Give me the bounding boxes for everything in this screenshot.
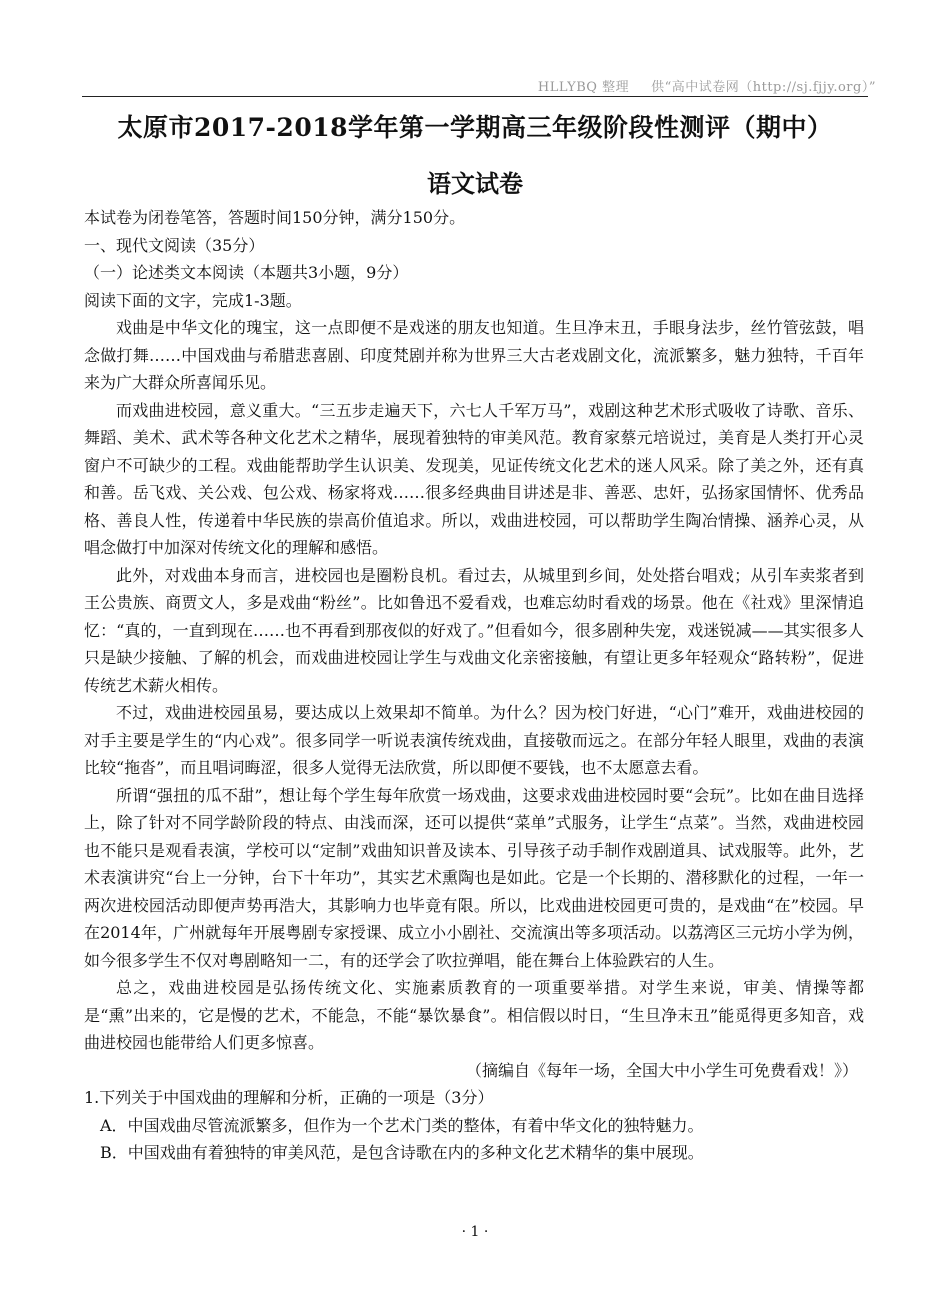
question-1-stem: 1.下列关于中国戏曲的理解和分析，正确的一项是（3分） [84, 1088, 494, 1107]
subsection-heading: （一）论述类文本阅读（本题共3小题，9分） [84, 263, 409, 282]
passage-paragraph-2: 而戏曲进校园，意义重大。“三五步走遍天下，六七人千军万马”，戏剧这种艺术形式吸收了诗歌、音乐、舞蹈、美术、武术等各种文化艺术之精华，展现着独特的审美风范。教育家蔡元培说过，美育是人类打开心灵窗户不可缺少的工程。戏曲能帮助学生认识美、发现美，见证传统文化艺术的迷人风采。除了美之外，还有真和善。岳飞戏、关公戏、包公戏、杨家将戏……很多经典曲目讲述是非、善恶、忠奸，弘扬家国情怀、优秀品格、善良人性，传递着中华民族的崇高价值追求。所以，戏曲进校园，可以帮助学生陶冶情操、涵养心灵，从唱念做打中加深对传统文化的理解和感悟。 [84, 400, 864, 557]
passage-paragraph-1: 戏曲是中华文化的瑰宝，这一点即便不是戏迷的朋友也知道。生旦净末丑，手眼身法步，丝竹管弦鼓，唱念做打舞……中国戏曲与希腊悲喜剧、印度梵剧并称为世界三大古老戏剧文化，流派繁多，魅力独特，千百年来为广大群众所喜闻乐见。 [84, 318, 864, 392]
passage-paragraph-6: 总之，戏曲进校园是弘扬传统文化、实施素质教育的一项重要举措。对学生来说，审美、情操等都是“熏”出来的，它是慢的艺术，不能急，不能“暴饮暴食”。相信假以时日，“生旦净末丑”能觅得更多知音，戏曲进校园也能带给人们更多惊喜。 [84, 978, 864, 1052]
passage-paragraph-3: 此外，对戏曲本身而言，进校园也是圈粉良机。看过去，从城里到乡间，处处搭台唱戏；从引车卖浆者到王公贵族、商贾文人，多是戏曲“粉丝”。比如鲁迅不爱看戏，也难忘幼时看戏的场景。他在《社戏》里深情追忆：“真的，一直到现在……也不再看到那夜似的好戏了。”但看如今，很多剧种失宠，戏迷锐减——其实很多人只是缺少接触、了解的机会，而戏曲进校园让学生与戏曲文化亲密接触，有望让更多年轻观众“路转粉”，促进传统艺术薪火相传。 [84, 565, 864, 695]
page-number: · 1 · [461, 1224, 489, 1240]
exam-title: 太原市2017-2018学年第一学期高三年级阶段性测评（期中） [117, 113, 833, 142]
section-heading: 一、现代文阅读（35分） [84, 235, 265, 255]
exam-note: 本试卷为闭卷笔答，答题时间150分钟，满分150分。 [84, 208, 466, 227]
passage-paragraph-4: 不过，戏曲进校园虽易，要达成以上效果却不简单。为什么？因为校门好进，“心门”难开，戏曲进校园的对手主要是学生的“内心戏”。很多同学一听说表演传统戏曲，直接敬而远之。在部分年轻人眼里，戏曲的表演比较“拖沓”，而且唱词晦涩，很多人觉得无法欣赏，所以即便不要钱，也不太愿意去看。 [84, 703, 864, 777]
watermark-right: 供“高中试卷网（http://sj.fjjy.org）” [651, 80, 876, 95]
watermark-left: HLLYBQ 整理 [537, 80, 630, 95]
passage-paragraph-5: 所谓“强扭的瓜不甜”，想让每个学生每年欣赏一场戏曲，这要求戏曲进校园时要“会玩”。比如在曲目选择上，除了针对不同学龄阶段的特点、由浅而深，还可以提供“菜单”式服务，让学生“点菜”。当然，戏曲进校园也不能只是观看表演，学校可以“定制”戏曲知识普及读本、引导孩子动手制作戏剧道具、试戏服等。此外，艺术表演讲究“台上一分钟，台下十年功”，其实艺术熏陶也是如此。它是一个长期的、潜移默化的过程，一年一两次进校园活动即便声势再浩大，其影响力也毕竟有限。所以，比戏曲进校园更可贵的，是戏曲“在”校园。早在2014年，广州就每年开展粤剧专家授课、成立小小剧社、交流演出等多项活动。以荔湾区三元坊小学为例，如今很多学生不仅对粤剧略知一二，有的还学会了吹拉弹唱，能在舞台上体验跌宕的人生。 [84, 785, 864, 970]
exam-subtitle: 语文试卷 [427, 169, 523, 198]
question-1-option-b: B．中国戏曲有着独特的审美风范，是包含诗歌在内的多种文化艺术精华的集中展现。 [100, 1143, 704, 1162]
question-1-option-a: A．中国戏曲尽管流派繁多，但作为一个艺术门类的整体，有着中华文化的独特魅力。 [100, 1115, 704, 1135]
passage-source: （摘编自《每年一场，全国大中小学生可免费看戏！》） [465, 1060, 858, 1080]
exam-body [84, 204, 864, 1167]
header-rule [82, 96, 868, 97]
watermark [538, 76, 876, 95]
reading-instruction: 阅读下面的文字，完成1-3题。 [84, 290, 302, 310]
